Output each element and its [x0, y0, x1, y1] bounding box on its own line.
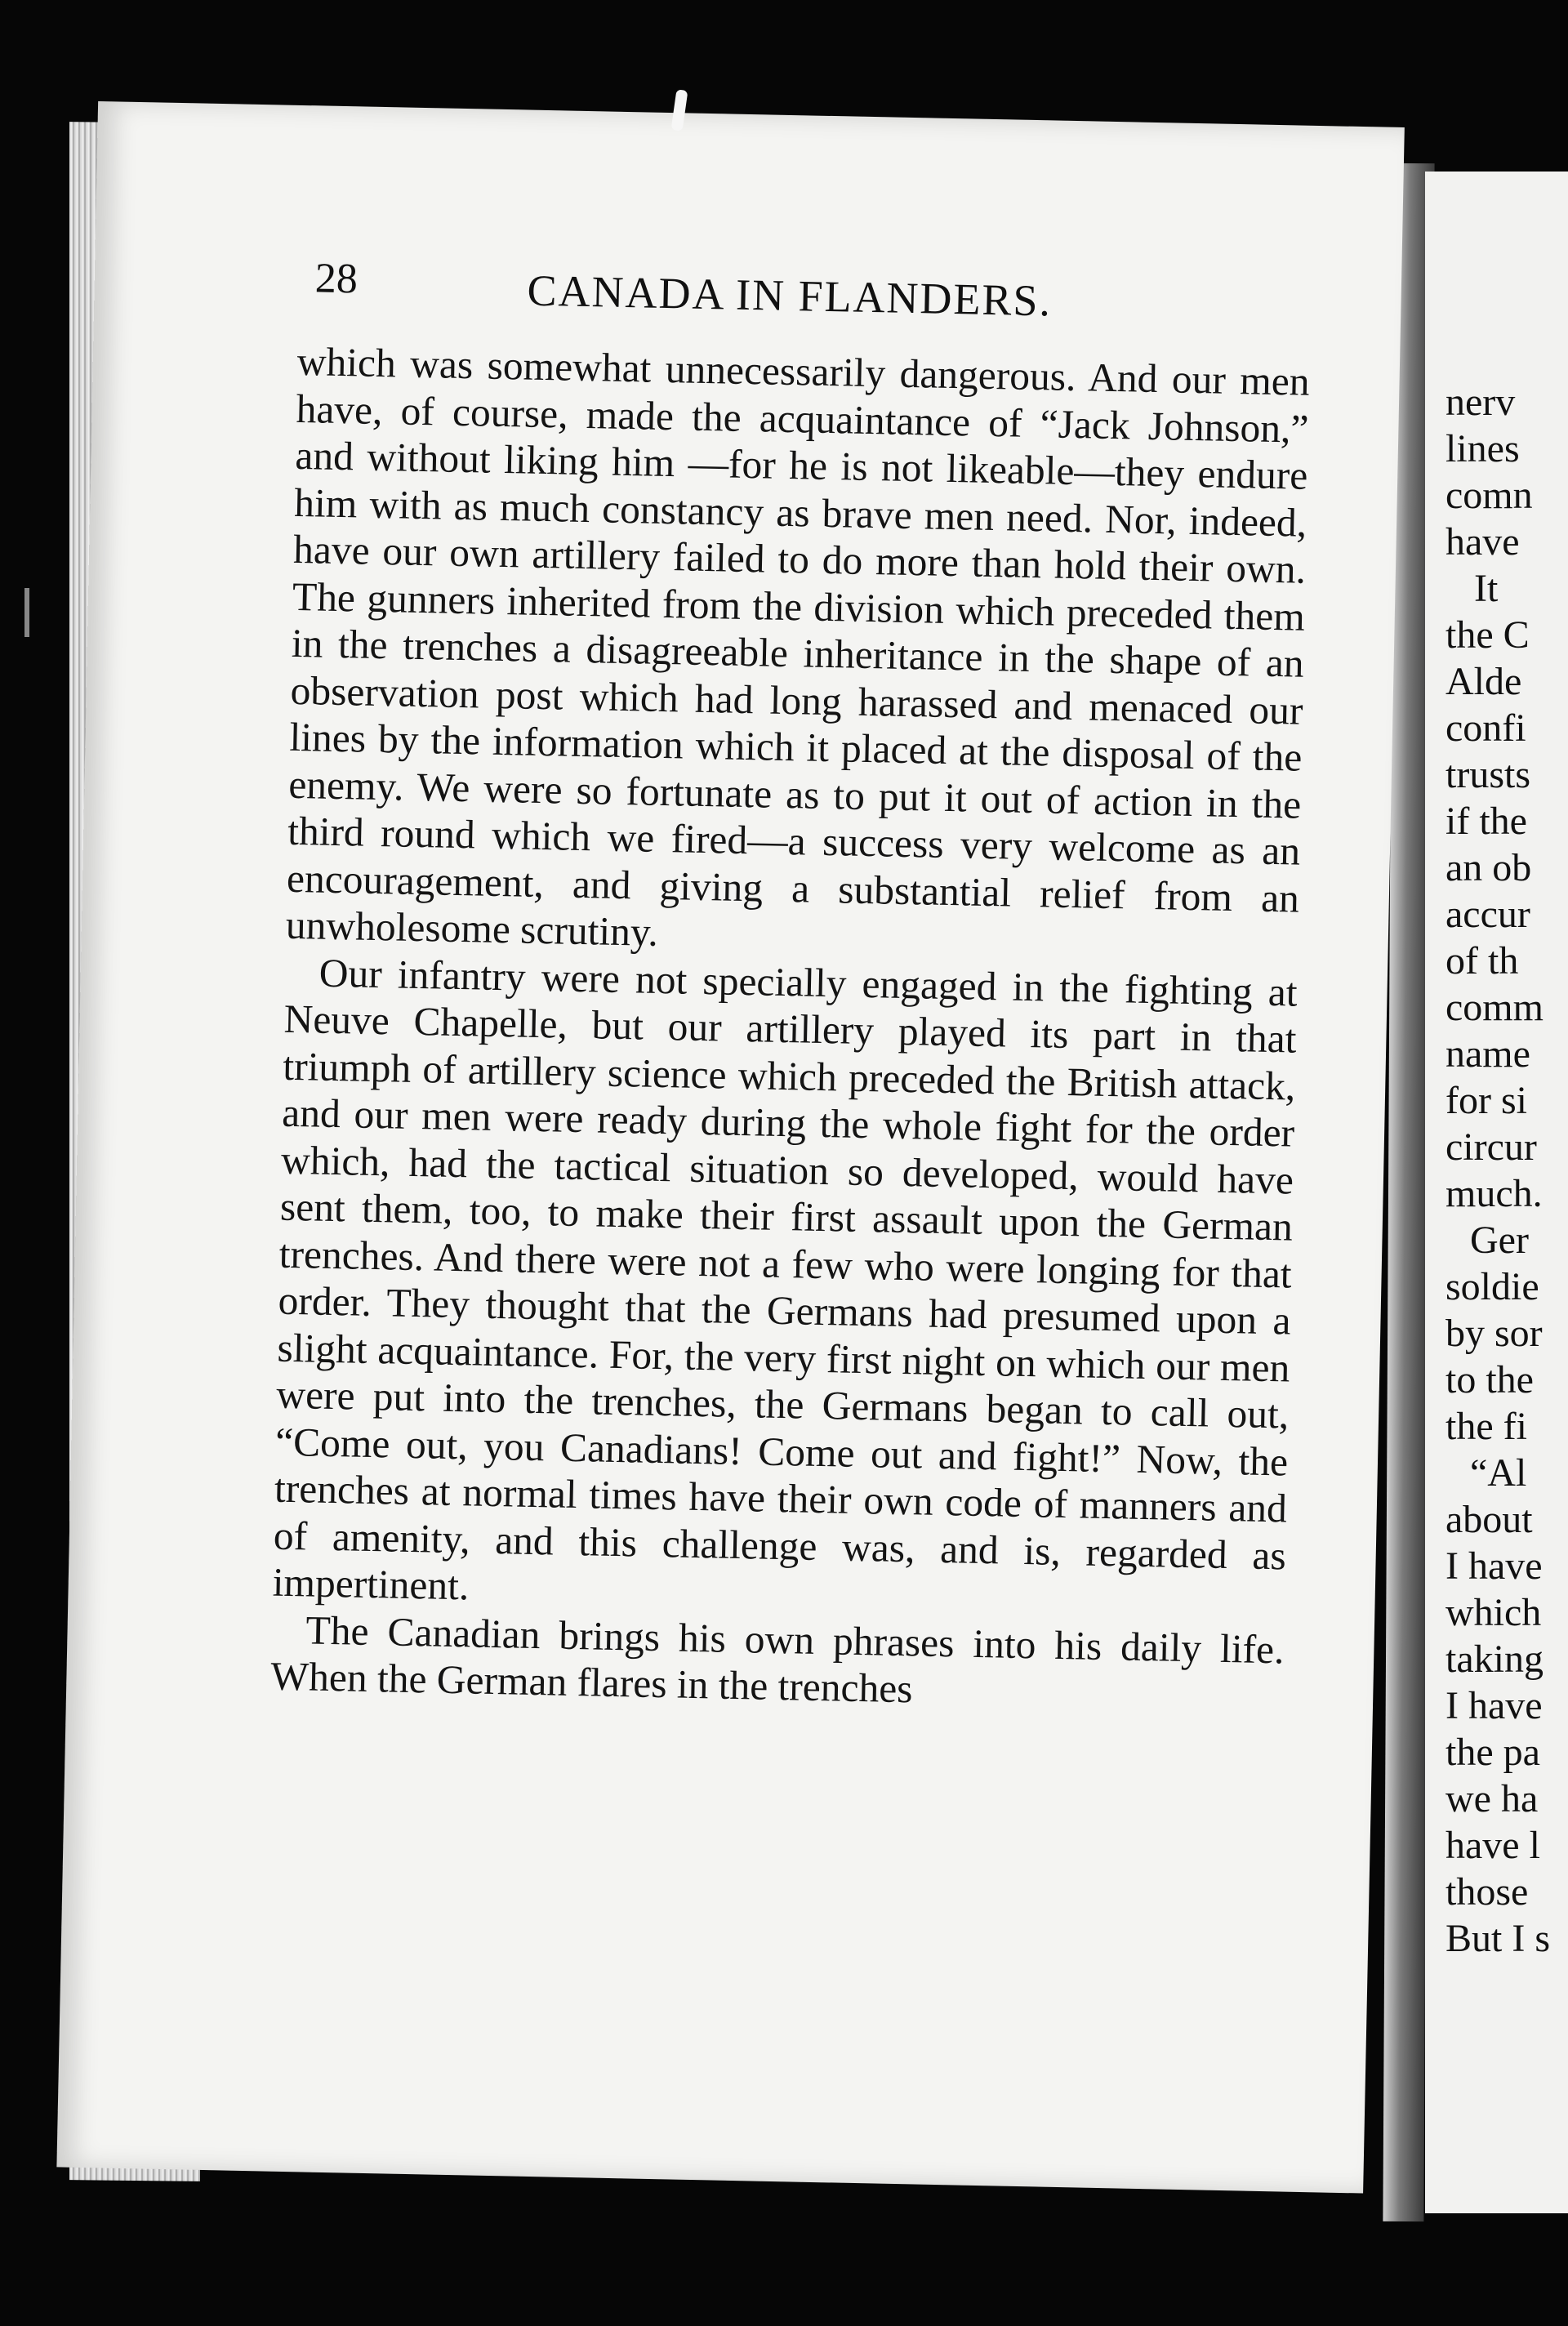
next-page-line: the C	[1446, 613, 1530, 657]
next-page-line: an ob	[1446, 846, 1532, 889]
next-page-line: if the	[1446, 800, 1527, 843]
next-page-line: I have	[1446, 1544, 1543, 1588]
next-page-line: soldie	[1446, 1265, 1539, 1308]
next-page-line: taking	[1446, 1638, 1544, 1681]
next-page-line: have	[1446, 520, 1520, 564]
next-page-line: of th	[1446, 939, 1519, 983]
next-page-line: accur	[1446, 893, 1530, 936]
next-page-line: by sor	[1446, 1312, 1543, 1355]
next-page	[1425, 172, 1568, 2213]
running-head: CANADA IN FLANDERS.	[527, 265, 1053, 326]
next-page-line: lines	[1446, 427, 1520, 470]
next-page-line: It	[1474, 567, 1499, 610]
next-page-line: “Al	[1470, 1451, 1527, 1495]
next-page-line: much.	[1446, 1172, 1543, 1215]
next-page-line: comm	[1446, 986, 1544, 1029]
page-number: 28	[314, 255, 359, 303]
next-page-line: comn	[1446, 474, 1533, 517]
page-header	[94, 250, 1401, 341]
paragraph: which was somewhat unnecessarily dangerous. And our men have, of course, made the acquaintance of “Jack Johnson,” and without liking him —for he is not likeable—they endure him with as much constancy as brave men need. Nor, indeed, have our own artillery failed to do more than hold their own. The gunners inherited from the division which preceded them in the trenches a disagreeable inheritance in the shape of an observation post which had long harassed and menaced our lines by the information which it placed at the disposal of the enemy. We were so fortunate as to put it out of action in the third round which we fired—a success very welcome as an encouragement, and giving a substantial relief from an unwholesome scrutiny.	[285, 338, 1311, 955]
next-page-line: we ha	[1446, 1777, 1539, 1820]
next-page-line: about	[1446, 1498, 1533, 1541]
next-page-line: to the	[1446, 1358, 1534, 1401]
next-page-line: have l	[1446, 1824, 1540, 1867]
next-page-line: But I s	[1446, 1917, 1551, 1960]
next-page-line: the fi	[1446, 1405, 1527, 1448]
next-page-line: circur	[1446, 1125, 1537, 1169]
book-page	[56, 101, 1404, 2194]
next-page-line: which	[1446, 1591, 1542, 1634]
next-page-line: Alde	[1446, 660, 1522, 703]
paragraph: Our infantry were not specially engaged in the fighting at Neuve Chapelle, but our artillery played its part in that triumph of artillery science which preceded the British attack, and our men were ready during the whole fight for the order which, had the tactical situation so developed, would have sent them, too, to make their first assault upon the German trenches. And there were not a few who were longing for that order. They thought that the Germans had presumed upon a slight acquaintance. For, the very first night on which our men were put into the trenches, the Germans began to call out, “Come out, you Canadians! Come out and fight!” Now, the trenches at normal times have their own code of manners and of amenity, and this challenge was, and is, regarded as impertinent.	[272, 950, 1298, 1609]
paragraph: The Canadian brings his own phrases into his daily life. When the German flares in the trenches	[270, 1606, 1285, 1712]
next-page-line: trusts	[1446, 753, 1531, 796]
margin-mark	[24, 588, 29, 637]
body-text	[270, 338, 1310, 1720]
next-page-line: those	[1446, 1870, 1529, 1914]
next-page-line: for si	[1446, 1079, 1527, 1122]
next-page-line: confi	[1446, 706, 1526, 750]
next-page-line: name	[1446, 1032, 1530, 1076]
next-page-line: the pa	[1446, 1731, 1540, 1774]
next-page-line: I have	[1446, 1684, 1543, 1727]
next-page-line: nerv	[1446, 381, 1516, 424]
next-page-line: Ger	[1470, 1219, 1529, 1262]
